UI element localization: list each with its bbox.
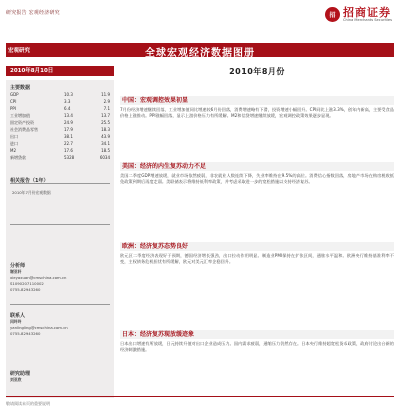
main-content: [120, 80, 394, 398]
analyst-phone: 0755-82943260: [10, 287, 41, 292]
indicator-current: 13.4: [64, 113, 73, 118]
section-us-title: 美国：经济的内生复苏动力不足: [120, 162, 394, 171]
indicator-name: 固定资产投资: [10, 119, 34, 125]
assistant-title: 研究助理: [10, 371, 31, 377]
indicator-name: PPI: [10, 106, 17, 111]
section-europe-text: 欧元区二季度经济表现好于预期，德国经济增长强劲，出口拉动作用明显。制造业PMI保持在扩张区间，通胀水平温和。欧洲央行维持基准利率不变，主权债务危机担忧有所缓解，欧元对美元汇率企稳回升。: [120, 253, 394, 264]
brand-name-en: China Merchants Securities: [343, 18, 392, 22]
contact-name: 闫玲玲: [10, 319, 22, 324]
indicator-name: 社会消费品零售: [10, 126, 38, 132]
indicator-current: 17.6: [64, 148, 73, 153]
brand-name-cn: 招商证券: [343, 6, 391, 19]
indicator-previous: 6034: [99, 155, 110, 160]
indicator-previous: 34.1: [101, 141, 110, 146]
section-japan-text: 日本出口增速有所放缓，日元持续升值对出口企业造成压力。国内需求疲弱，通缩压力仍然存在。日本央行维持超宽松货币政策，政府讨论出台新的经济刺激措施。: [120, 341, 394, 352]
indicator-current: 24.9: [64, 120, 73, 125]
indicator-name: CPI: [10, 99, 17, 104]
indicator-row: [10, 154, 110, 161]
analyst-name: 谢亚轩: [10, 269, 22, 274]
indicators-title: 主要数据: [10, 85, 31, 91]
sidebar-divider: [10, 304, 110, 305]
indicator-row: [10, 126, 110, 133]
indicator-current: 17.9: [64, 127, 73, 132]
indicator-row: [10, 147, 110, 154]
related-report-item[interactable]: 2010年7月份宏观数据: [12, 190, 51, 195]
contact-phone: 0755-82943260: [10, 331, 41, 336]
indicator-current: 22.7: [64, 141, 73, 146]
indicator-previous: 11.9: [101, 92, 110, 97]
footer-rule: [6, 396, 394, 397]
section-us-text: 美国二季度GDP增速放缓，就业市场依然疲弱，非农就业人数连续下降，失业率维持在9.5%的高位。消费信心指数回落，房地产市场在购房税收抵免政策到期后再度走弱。美联储表示将维持低利率政策，并考虑采取进一步的宽松措施以支持经济复苏。: [120, 173, 394, 184]
section-europe-title: 欧洲：经济复苏态势良好: [120, 242, 394, 251]
indicator-row: [10, 133, 110, 140]
section-japan-title: 日本：经济复苏现放缓迹象: [120, 330, 394, 339]
section-china-title: 中国：宏观调控效果初显: [120, 96, 394, 105]
indicator-current: 6.4: [64, 106, 71, 111]
contact-email[interactable]: yanlingling@cmschina.com.cn: [10, 325, 68, 330]
indicator-name: 出口: [10, 133, 18, 139]
indicator-row: [10, 98, 110, 105]
related-reports-title: 相关报告（1年）: [10, 178, 49, 184]
indicator-current: 10.3: [64, 92, 73, 97]
report-category: 研究报告 宏观经济研究: [6, 10, 60, 16]
indicator-row: [10, 119, 110, 126]
contact-title: 联系人: [10, 313, 26, 319]
indicator-previous: 2.9: [103, 99, 110, 104]
related-report-box: [10, 183, 110, 225]
indicator-previous: 25.5: [101, 120, 110, 125]
indicator-name: 工业增加值: [10, 112, 30, 118]
analyst-email[interactable]: xieyaxuan@cmschina.com.cn: [10, 275, 67, 280]
indicator-name: M2: [10, 148, 16, 153]
footer-note: 敬请阅读末页的重要说明: [6, 401, 50, 406]
indicator-row: [10, 140, 110, 147]
assistant-name: 刘亚欣: [10, 377, 22, 382]
indicator-current: 3.3: [64, 99, 71, 104]
brand-logo-icon: 招: [325, 7, 340, 22]
sidebar: [6, 80, 114, 398]
sidebar-date: 2010年8月10日: [6, 66, 114, 76]
indicator-name: 新增贷款: [10, 154, 26, 160]
indicator-name: 进口: [10, 140, 18, 146]
indicator-previous: 18.3: [101, 127, 110, 132]
indicator-list: [10, 91, 110, 161]
section-label: 宏观研究: [8, 48, 31, 54]
indicator-previous: 18.5: [101, 148, 110, 153]
indicator-name: GDP: [10, 92, 19, 97]
report-period: 2010年8月份: [229, 67, 285, 76]
indicator-previous: 13.7: [101, 113, 110, 118]
section-china-text: 7月份经济增速继续回落，工业增加值同比增速较6月份回落，消费增速略有下滑，投资增速小幅回升。CPI同比上涨3.3%，创年内新高，主要受食品价格上涨推动。PPI涨幅回落，显示上游价格压力有所缓解。M2和信贷增速继续放缓，宏观调控政策效果逐步显现。: [120, 107, 394, 118]
page-title: 全球宏观经济数据图册: [145, 48, 255, 59]
indicator-previous: 43.9: [101, 134, 110, 139]
indicator-current: 5328: [64, 155, 75, 160]
indicator-current: 38.1: [64, 134, 73, 139]
indicator-row: [10, 112, 110, 119]
analyst-title: 分析师: [10, 263, 26, 269]
analyst-cert: S1090207110002: [10, 281, 44, 286]
indicator-row: [10, 91, 110, 98]
brand-logo: [325, 7, 392, 23]
indicator-row: [10, 105, 110, 112]
title-band: [6, 43, 394, 57]
indicator-previous: 7.1: [103, 106, 110, 111]
